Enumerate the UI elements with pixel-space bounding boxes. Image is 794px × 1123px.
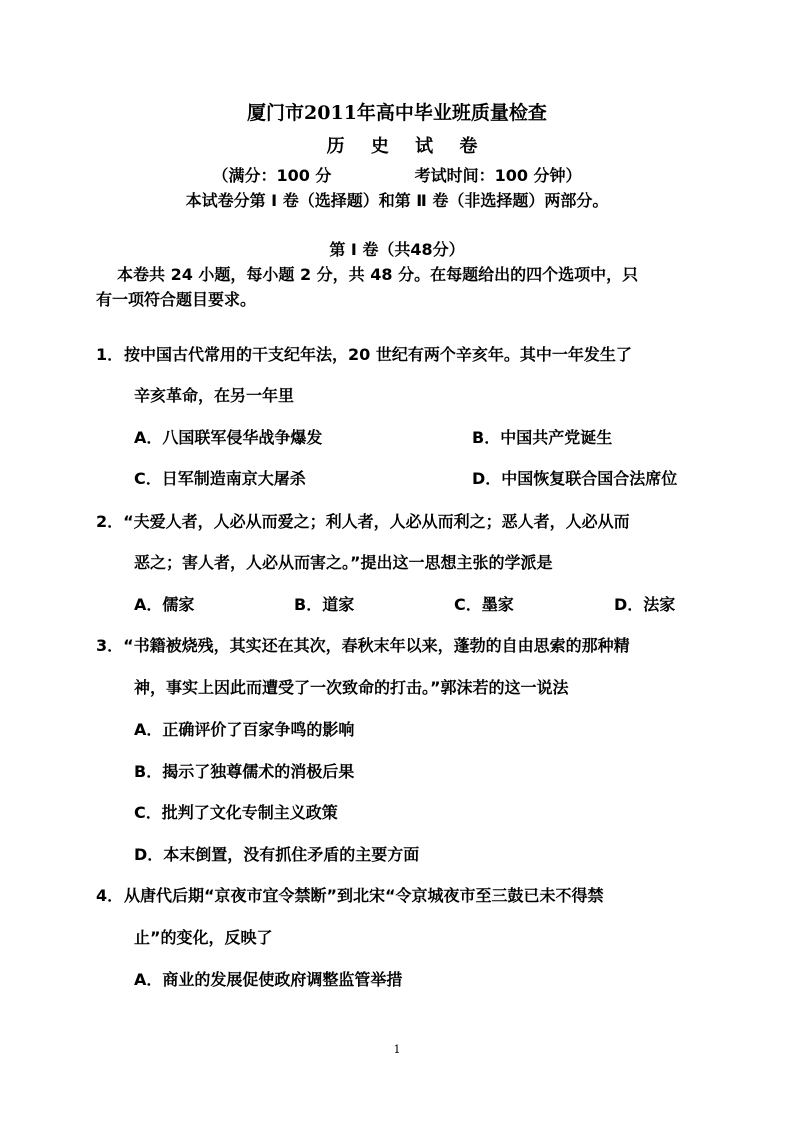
question-2-text: “夫爱人者，人必从而爱之；利人者，人必从而利之；恶人者，人必从而 [123, 512, 630, 531]
question-2-option-b: B．道家 [294, 595, 355, 614]
question-3-stem-line1 [96, 633, 630, 656]
question-3-option-b: B．揭示了独尊儒术的消极后果 [134, 762, 355, 781]
question-1-stem-line1 [96, 342, 632, 365]
question-4-stem-line2: 止”的变化，反映了 [134, 928, 273, 947]
question-3-option-c: C．批判了文化专制主义政策 [134, 803, 338, 822]
full-score: （满分：100 分 [212, 166, 332, 185]
section-instruction-line1: 本卷共 24 小题，每小题 2 分，共 48 分。在每题给出的四个选项中，只 [117, 265, 639, 284]
question-2-option-c: C．墨家 [454, 595, 514, 614]
page-number: 1 [393, 1043, 401, 1056]
question-3-option-a: A．正确评价了百家争鸣的影响 [134, 720, 355, 739]
question-2-stem-line1 [96, 509, 630, 532]
question-1-stem-line2: 辛亥革命，在另一年里 [134, 386, 295, 405]
question-2-stem-line2: 恶之；害人者，人必从而害之。”提出这一思想主张的学派是 [134, 553, 553, 572]
question-1-number: 1． [96, 345, 124, 364]
question-1-option-c: C．日军制造南京大屠杀 [134, 469, 306, 488]
question-4-number: 4． [96, 886, 124, 905]
exam-title: 厦门市2011年高中毕业班质量检查 [247, 102, 547, 124]
question-3-text: “书籍被烧残，其实还在其次，春秋末年以来，蓬勃的自由思索的那种精 [123, 636, 630, 655]
question-3-stem-line2: 神，事实上因此而遭受了一次致命的打击。”郭沫若的这一说法 [134, 678, 569, 697]
question-3-option-d: D．本末倒置，没有抓住矛盾的主要方面 [134, 845, 420, 864]
question-1-text: 按中国古代常用的干支纪年法，20 世纪有两个辛亥年。其中一年发生了 [124, 345, 632, 364]
question-1-option-b: B．中国共产党诞生 [472, 428, 613, 447]
exam-structure-note: 本试卷分第 Ⅰ 卷（选择题）和第 Ⅱ 卷（非选择题）两部分。 [185, 191, 609, 210]
section-instruction-line2: 有一项符合题目要求。 [96, 290, 257, 309]
question-4-stem-line1 [96, 883, 604, 906]
exam-time: 考试时间：100 分钟） [414, 166, 582, 185]
question-4-text: 从唐代后期“京夜市宜令禁断”到北宋“令京城夜市至三鼓已未不得禁 [124, 886, 604, 905]
question-2-number: 2． [96, 512, 124, 531]
question-2-option-a: A．儒家 [134, 595, 195, 614]
score-time-line [0, 163, 794, 186]
question-1-option-d: D．中国恢复联合国合法席位 [472, 469, 678, 488]
question-3-number: 3． [96, 636, 124, 655]
exam-subject: 历 史 试 卷 [326, 136, 488, 157]
question-2-option-d: D．法家 [614, 595, 676, 614]
question-1-option-a: A．八国联军侵华战争爆发 [134, 428, 323, 447]
section-title: 第 Ⅰ 卷（共48分） [329, 240, 465, 259]
question-4-option-a: A．商业的发展促使政府调整监管举措 [134, 970, 403, 989]
